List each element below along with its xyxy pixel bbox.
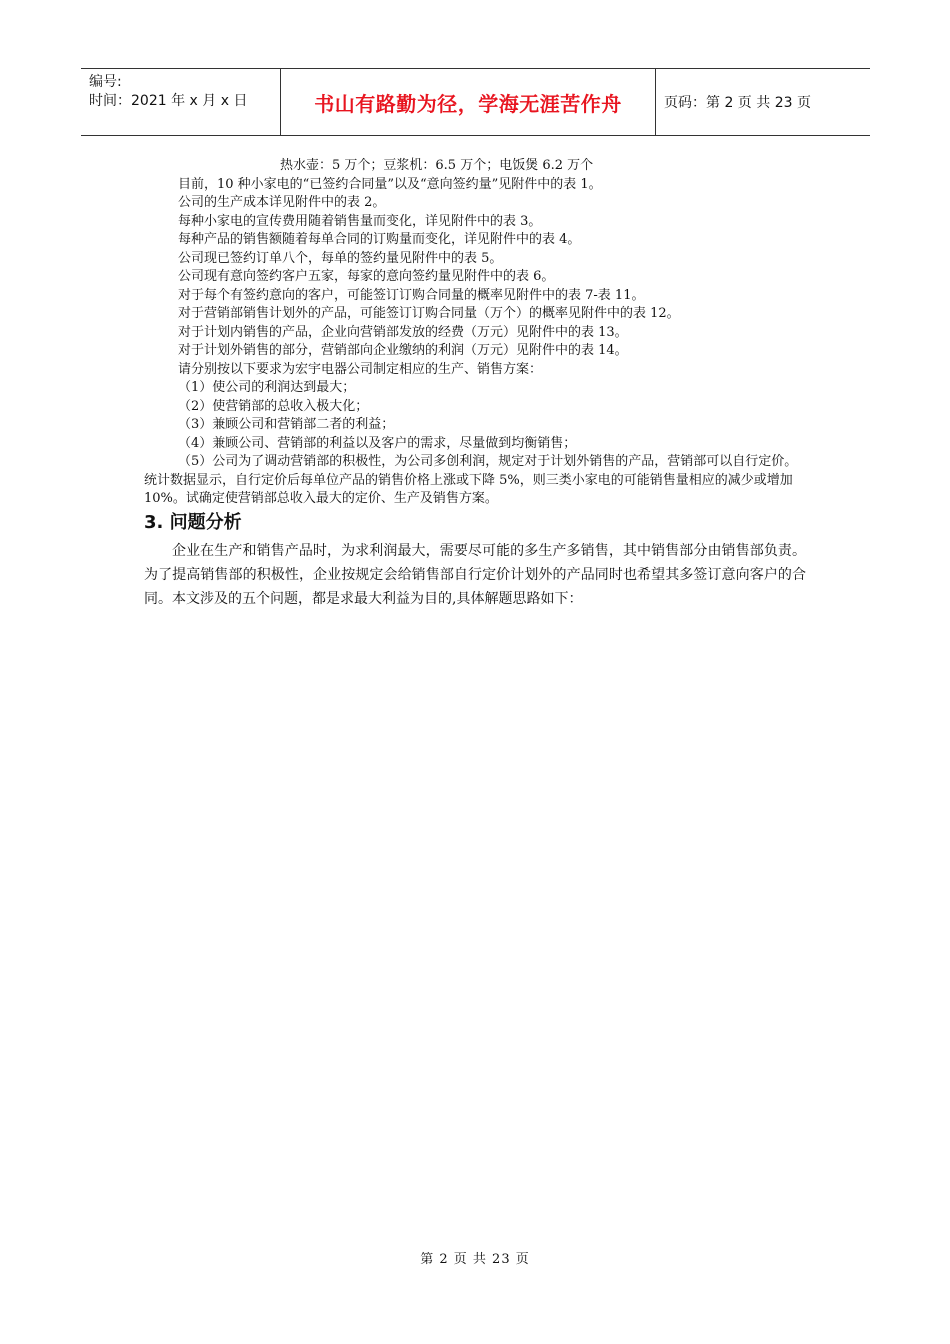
- header-page-label: 页码：第 2 页 共 23 页: [664, 95, 811, 111]
- paragraph-line: 每种产品的销售额随着每单合同的订购量而变化，详见附件中的表 4。: [178, 232, 581, 247]
- requirement-item: （2）使营销部的总收入极大化；: [178, 398, 369, 414]
- document-body: [144, 157, 806, 611]
- header-meta: [81, 69, 281, 135]
- paragraph-line: 目前，10 种小家电的“已签约合同量”以及“意向签约量”见附件中的表 1。: [178, 176, 602, 192]
- requirement-item: （1）使公司的利润达到最大；: [178, 380, 356, 395]
- page-footer: 第 2 页 共 23 页: [420, 1252, 530, 1267]
- section-paragraph: 企业在生产和销售产品时，为求利润最大，需要尽可能的多生产多销售，其中销售部分由销售部负责。为了提高销售部的积极性，企业按规定会给销售部自行定价计划外的产品同时也希望其多签订意向客户的合同。本文涉及的五个问题，都是求最大利益为目的,具体解题思路如下：: [144, 542, 806, 607]
- paragraph-line: 对于计划外销售的部分，营销部向企业缴纳的利润（万元）见附件中的表 14。: [178, 343, 628, 358]
- requirement-item: （4）兼顾公司、营销部的利益以及客户的需求，尽量做到均衡销售；: [178, 435, 577, 451]
- requirement-item: （5）公司为了调动营销部的积极性，为公司多创利润，规定对于计划外销售的产品，营销部可以自行定价。统计数据显示，自行定价后每单位产品的销售价格上涨或下降 5%，则三类小家电的可能销售量相应的减少或增加 10%。试确定使营销部总收入最大的定价、生产及销售方案。: [144, 454, 798, 506]
- requirement-item: （3）兼顾公司和营销部二者的利益；: [178, 417, 395, 432]
- date-label: 时间：2021 年 x 月 x 日: [89, 93, 248, 109]
- paragraph-line: 对于计划内销售的产品，企业向营销部发放的经费（万元）见附件中的表 13。: [178, 324, 628, 340]
- paragraph-line: 公司现有意向签约客户五家，每家的意向签约量见附件中的表 6。: [178, 269, 555, 284]
- header-motto: 书山有路勤为径，学海无涯苦作舟: [281, 69, 656, 135]
- paragraph-line: 每种小家电的宣传费用随着销售量而变化，详见附件中的表 3。: [178, 213, 542, 229]
- paragraph-line: 公司现已签约订单八个，每单的签约量见附件中的表 5。: [178, 250, 503, 266]
- number-label: 编号:: [89, 74, 122, 90]
- paragraph-line: 对于营销部销售计划外的产品，可能签订订购合同量（万个）的概率见附件中的表 12。: [178, 306, 680, 321]
- section-title: 3. 问题分析: [144, 511, 242, 533]
- page-header: [81, 68, 870, 136]
- paragraph-line: 公司的生产成本详见附件中的表 2。: [178, 195, 386, 210]
- product-quantities-line: 热水壶：5 万个；豆浆机：6.5 万个；电饭煲 6.2 万个: [280, 158, 594, 173]
- paragraph-line: 请分别按以下要求为宏宇电器公司制定相应的生产、销售方案：: [178, 361, 543, 377]
- paragraph-line: 对于每个有签约意向的客户，可能签订订购合同量的概率见附件中的表 7-表 11。: [178, 287, 645, 303]
